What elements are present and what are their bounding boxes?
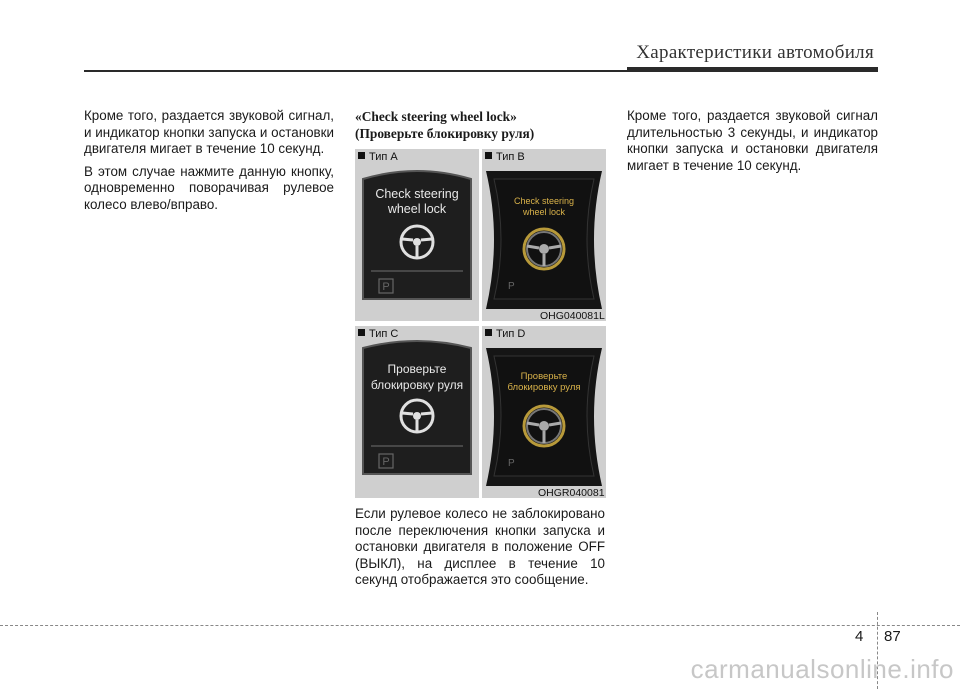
header-title: Характеристики автомобиля <box>636 42 874 63</box>
watermark: carmanualsonline.info <box>690 654 954 684</box>
display-message-line2: wheel lock <box>387 202 447 216</box>
display-message-line2: wheel lock <box>522 207 566 217</box>
paragraph: Кроме того, раздается звуковой сигнал длительностью 3 секунды, и индикатор кнопки запуска и остановки двигателя мигает в течение 10 секунд. <box>627 108 878 173</box>
section-title-en: «Check steering wheel lock» <box>355 109 517 124</box>
gear-indicator-icon: P <box>508 281 515 292</box>
gear-indicator-icon: P <box>508 458 515 469</box>
panel-label: Тип B <box>485 151 525 163</box>
svg-text:P: P <box>382 456 390 468</box>
panel-label: Тип A <box>358 151 398 163</box>
page-number: 87 <box>884 628 901 645</box>
figure-code: OHGR040081 <box>538 487 605 499</box>
display-message-line1: Проверьте <box>387 362 447 376</box>
column-left <box>84 108 334 220</box>
display-message-line2: блокировку руля <box>370 378 464 392</box>
display-bezel <box>482 326 606 498</box>
section-title-ru: (Проверьте блокировку руля) <box>355 125 535 141</box>
chapter-number: 4 <box>855 628 864 645</box>
display-message-line1: Check steering <box>375 187 459 201</box>
figure-code: OHG040081L <box>540 310 605 322</box>
display-bezel <box>355 326 479 498</box>
display-message-line1: Проверьте <box>520 371 568 382</box>
display-message-line2: блокировку руля <box>507 382 581 393</box>
paragraph: В этом случае нажмите данную кнопку, одновременно поворачивая рулевое колесо влево/вправо. <box>84 163 334 212</box>
paragraph: Если рулевое колесо не заблокировано после переключения кнопки запуска и остановки двигателя в положение OFF (ВЫКЛ), на дисплее в течение 10 секунд отображается это сообщение. <box>355 506 605 588</box>
svg-text:P: P <box>382 281 390 293</box>
display-bezel <box>482 149 606 321</box>
figure-panel-type-b <box>482 149 606 321</box>
footer-rule <box>0 625 960 626</box>
figure-panel-type-d <box>482 326 606 498</box>
section-title <box>355 109 615 142</box>
column-right <box>627 108 878 180</box>
paragraph: Кроме того, раздается звуковой сигнал, и индикатор кнопки запуска и остановки двигателя мигает в течение 10 секунд. <box>84 108 334 157</box>
header-rule-accent <box>627 67 878 72</box>
display-bezel <box>355 149 479 321</box>
figure-panel-type-a <box>355 149 479 321</box>
display-message-line1: Check steering <box>513 196 575 206</box>
panel-label: Тип C <box>358 328 398 340</box>
figure-panel-type-c <box>355 326 479 498</box>
panel-label: Тип D <box>485 328 525 340</box>
